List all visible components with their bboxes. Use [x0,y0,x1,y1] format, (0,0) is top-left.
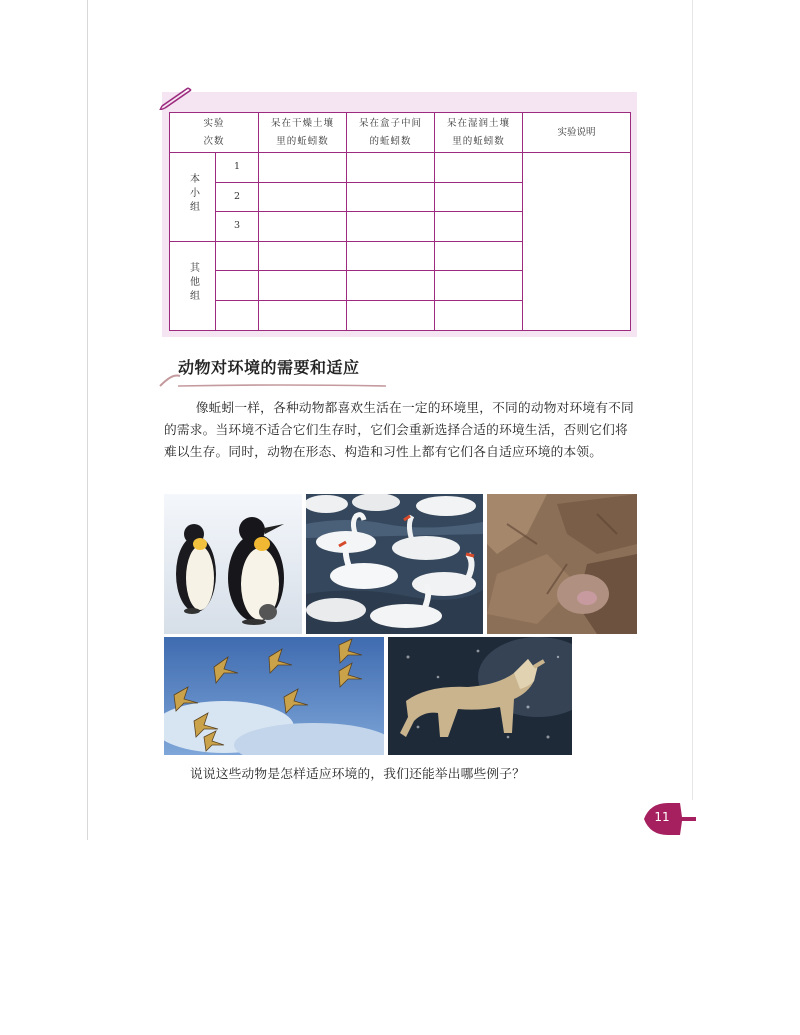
wolf-photo [388,637,572,755]
table-cell[interactable] [347,241,435,271]
table-cell[interactable] [216,271,259,301]
table-cell[interactable] [259,300,347,330]
group-other-label: 其他组 [170,241,216,330]
table-cell[interactable] [259,271,347,301]
header-dry-soil: 呆在干燥土壤里的蚯蚓数 [259,113,347,153]
table-cell[interactable] [259,241,347,271]
table-cell[interactable] [435,182,523,212]
table-cell[interactable] [435,271,523,301]
trial-number: 2 [216,182,259,212]
section-paragraph: 像蚯蚓一样，各种动物都喜欢生活在一定的环境里，不同的动物对环境有不同的需求。当环境不适合它们生存时，它们会重新选择合适的环境生活，否则它们将难以生存。同时，动物在形态、构造和习性上都有它们各自适应环境的本领。 [164,400,634,459]
table-row [170,153,631,183]
header-wet-soil: 呆在湿润土壤里的蚯蚓数 [435,113,523,153]
table-cell[interactable] [435,153,523,183]
table-cell[interactable] [259,212,347,242]
wild-geese-photo [164,637,384,755]
page-right-edge [692,0,693,800]
trial-number: 1 [216,153,259,183]
table-cell[interactable] [347,182,435,212]
table-cell[interactable] [435,241,523,271]
experiment-record-table [169,112,631,331]
camouflaged-animal-photo [487,494,637,634]
swans-photo [306,494,483,634]
penguins-photo [164,494,302,634]
section-title: 动物对环境的需要和适应 [178,358,360,377]
table-cell[interactable] [347,153,435,183]
trial-number: 3 [216,212,259,242]
header-notes: 实验说明 [523,113,631,153]
table-cell[interactable] [259,182,347,212]
notes-cell[interactable] [523,153,631,331]
table-cell[interactable] [347,271,435,301]
group-own-label: 本小组 [170,153,216,242]
pencil-icon [158,84,194,110]
page-number: 11 [654,810,670,824]
page-left-edge [87,0,88,840]
table-cell[interactable] [216,300,259,330]
table-cell[interactable] [435,300,523,330]
header-box-middle: 呆在盒子中间的蚯蚓数 [347,113,435,153]
table-cell[interactable] [347,212,435,242]
photo-caption: 说说这些动物是怎样适应环境的，我们还能举出哪些例子？ [190,766,526,781]
table-cell[interactable] [259,153,347,183]
table-cell[interactable] [347,300,435,330]
header-trials: 实验次数 [170,113,259,153]
table-header-row [170,113,631,153]
table-cell[interactable] [435,212,523,242]
table-cell[interactable] [216,241,259,271]
